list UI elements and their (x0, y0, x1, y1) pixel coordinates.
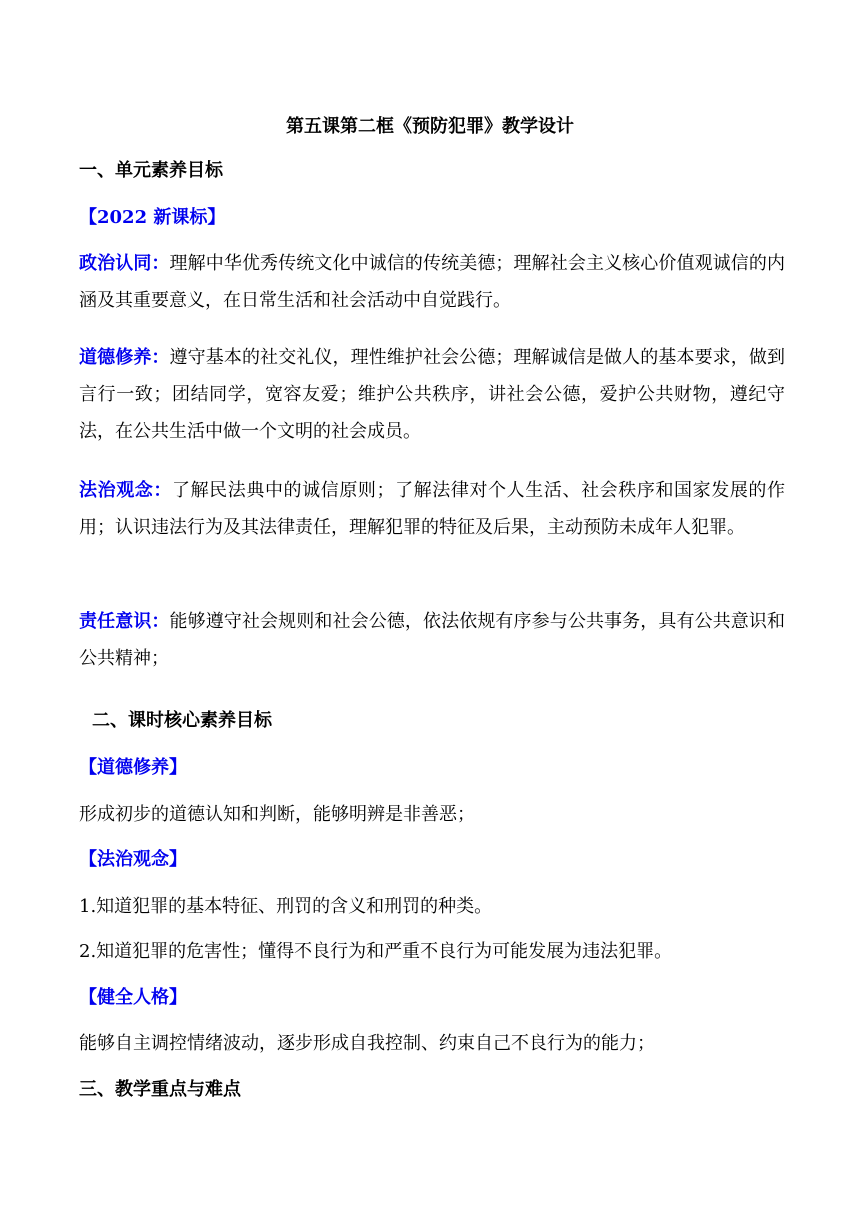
goal-label: 责任意识： (79, 611, 170, 632)
goal-text: 能够遵守社会规则和社会公德，依法依规有序参与公共事务，具有公共意识和公共精神； (79, 611, 786, 669)
lesson-goal-tag-moral: 【道德修养】 (79, 757, 187, 778)
section-heading-unit-goals: 一、单元素养目标 (79, 160, 223, 181)
goal-text: 遵守基本的社交礼仪，理性维护社会公德；理解诚信是做人的基本要求，做到言行一致；团结同学，宽容友爱；维护公共秩序，讲社会公德，爱护公共财物，遵纪守法，在公共生活中做一个文明的社会成员。 (79, 347, 786, 442)
lesson-goal-line: 1.知道犯罪的基本特征、刑罚的含义和刑罚的种类。 (79, 896, 493, 917)
goal-label: 法治观念： (79, 480, 172, 501)
lesson-goal-line: 能够自主调控情绪波动，逐步形成自我控制、约束自己不良行为的能力； (79, 1033, 655, 1054)
goal-rule-of-law (79, 472, 785, 546)
goal-moral-cultivation (79, 339, 785, 450)
goal-responsibility (79, 603, 785, 677)
lesson-goal-line: 2.知道犯罪的危害性；懂得不良行为和严重不良行为可能发展为违法犯罪。 (79, 941, 673, 962)
document-title: 第五课第二框《预防犯罪》教学设计 (286, 116, 574, 137)
lesson-goal-tag-personality: 【健全人格】 (79, 987, 187, 1008)
goal-label: 道德修养： (79, 347, 170, 368)
lesson-goal-tag-law: 【法治观念】 (79, 849, 187, 870)
section-heading-key-points: 三、教学重点与难点 (79, 1079, 241, 1100)
goal-political-identity (79, 245, 785, 319)
goal-text: 理解中华优秀传统文化中诚信的传统美德；理解社会主义核心价值观诚信的内涵及其重要意义，在日常生活和社会活动中自觉践行。 (79, 253, 786, 311)
curriculum-standard-tag: 【2022 新课标】 (79, 207, 226, 228)
goal-label: 政治认同： (79, 253, 170, 274)
lesson-goal-line: 形成初步的道德认知和判断，能够明辨是非善恶； (79, 804, 475, 825)
goal-text: 了解民法典中的诚信原则；了解法律对个人生活、社会秩序和国家发展的作用；认识违法行为及其法律责任，理解犯罪的特征及后果，主动预防未成年人犯罪。 (79, 480, 786, 538)
section-heading-lesson-goals: 二、课时核心素养目标 (92, 710, 272, 731)
